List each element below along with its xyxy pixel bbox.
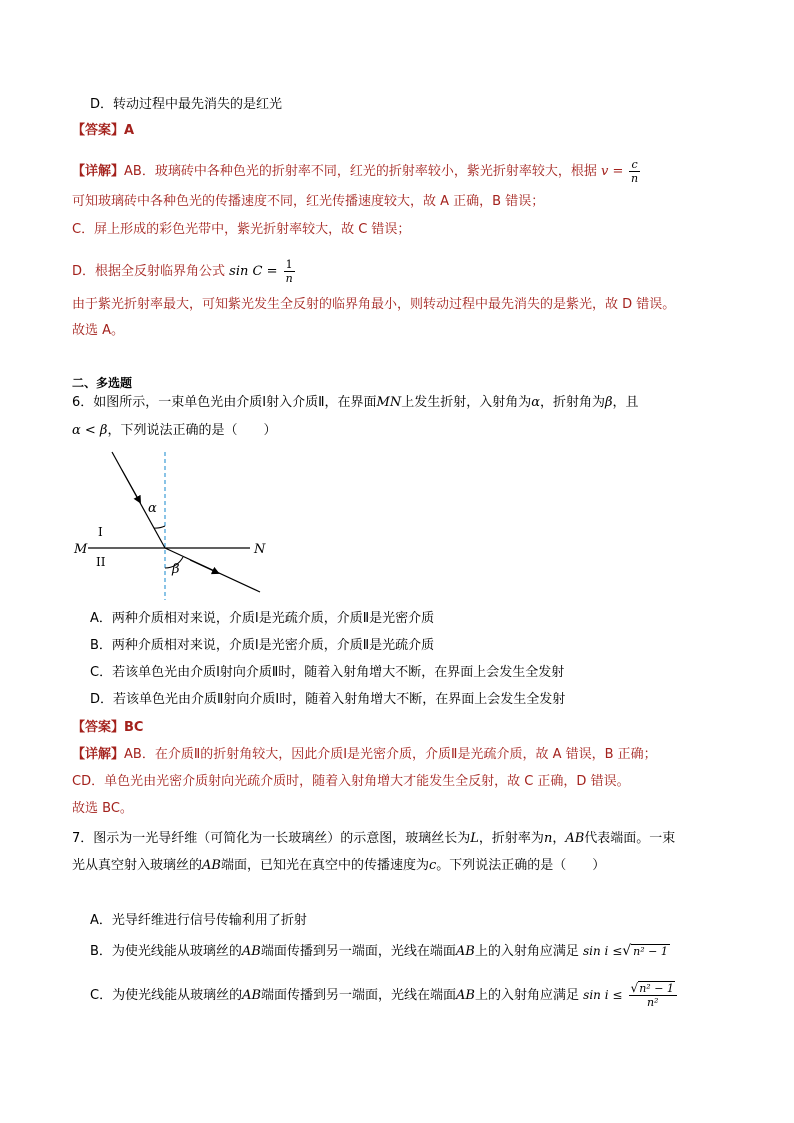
formula-denominator: n²: [646, 996, 659, 1009]
refraction-diagram: [60, 440, 280, 610]
q5-option-d: D．转动过程中最先消失的是红光: [90, 97, 283, 112]
detail-label: 【详解】: [72, 164, 125, 179]
q7-stem-line1: [72, 830, 675, 848]
formula-v-fraction: [629, 158, 639, 185]
q6-option-c: C．若该单色光由介质Ⅰ射向介质Ⅱ时，随着入射角增大不断，在界面上会发生全发射: [90, 665, 565, 680]
detail-text: AB．玻璃砖中各种色光的折射率不同，红光的折射率较小，紫光折射率较大，根据: [124, 164, 597, 179]
label-medium-1: I: [98, 525, 103, 539]
q6-stem-alpha: α: [531, 395, 540, 410]
q6-option-d: D．若该单色光由介质Ⅱ射向介质Ⅰ时，随着入射角增大不断，在界面上会发生全发射: [90, 692, 566, 707]
answer-label: 【答案】: [72, 720, 125, 735]
q7-stem-text: ，: [552, 831, 566, 846]
q5-answer: [72, 122, 134, 140]
q6-detail-1: [72, 746, 657, 764]
q7-stem-text: ，折射率为: [478, 831, 544, 846]
q5-detail-ab-2: 可知玻璃砖中各种色光的传播速度不同，红光传播速度较大，故 A 正确，B 错误；: [72, 194, 545, 209]
formula-v-denominator: n: [631, 172, 639, 185]
label-medium-2: II: [96, 555, 106, 569]
q7-option-c: [90, 982, 679, 1009]
q6-option-a: A．两种介质相对来说，介质Ⅰ是光疏介质，介质Ⅱ是光密介质: [90, 611, 435, 626]
formula-sinc-denominator: n: [285, 272, 293, 285]
q5-detail-c: C．屏上形成的彩色光带中，紫光折射率较大，故 C 错误；: [72, 222, 411, 237]
q7-stem-line2: [72, 857, 605, 875]
q6-answer: [72, 719, 143, 737]
radical-sign: √: [630, 981, 639, 995]
q5-detail-ab: [72, 158, 642, 185]
q6-stem-text: ，下列说法正确的是（ ）: [107, 423, 277, 438]
radical-sign: √: [622, 943, 632, 959]
formula-v-numerator: c: [631, 158, 638, 171]
q6-stem-text: 6．如图所示，一束单色光由介质Ⅰ射入介质Ⅱ，在界面: [72, 395, 377, 410]
detail-label: 【详解】: [72, 747, 125, 762]
formula-sinc-fraction: [284, 258, 295, 285]
incident-arrow: [122, 470, 140, 502]
q6-stem-mn: MN: [376, 395, 402, 410]
label-beta: β: [172, 562, 180, 577]
q7-stem-l: L: [470, 831, 479, 846]
option-ab: AB: [241, 944, 261, 959]
q6-stem-text: 上发生折射，入射角为: [401, 395, 532, 410]
q7-option-a: A．光导纤维进行信号传输利用了折射: [90, 913, 307, 928]
q5-detail-d: [72, 258, 297, 285]
q6-conclusion: 故选 BC。: [72, 801, 133, 816]
q6-option-b: B．两种介质相对来说，介质Ⅰ是光密介质，介质Ⅱ是光疏介质: [90, 638, 435, 653]
q7-stem-text: 端面，已知光在真空中的传播速度为: [220, 858, 429, 873]
formula-radicand: n² − 1: [639, 982, 674, 995]
detail-text: AB．在介质Ⅱ的折射角较大，因此介质Ⅰ是光密介质，介质Ⅱ是光疏介质，故 A 错误，B 正确；: [124, 747, 657, 762]
q6-stem-beta: β: [605, 395, 613, 410]
refracted-arrow: [190, 560, 218, 573]
q7-stem-text: 代表端面。一束: [584, 831, 676, 846]
formula-fraction: [629, 982, 677, 1009]
q6-stem-line1: [72, 394, 639, 412]
q6-stem-text: ，折射角为: [540, 395, 606, 410]
label-n: N: [254, 542, 266, 557]
alpha-arc: [154, 526, 165, 528]
option-text: 端面传播到另一端面，光线在端面: [260, 944, 456, 959]
option-ab: AB: [456, 988, 475, 1003]
q6-stem-text: ，且: [612, 395, 639, 410]
option-ab: AB: [242, 988, 262, 1003]
q6-detail-2: CD．单色光由光密介质射向光疏介质时，随着入射角增大才能发生全反射，故 C 正确，D 错误。: [72, 774, 630, 789]
q7-stem-text: 光从真空射入玻璃丝的: [72, 858, 203, 873]
option-text: 上的入射角应满足: [474, 944, 579, 959]
option-text: B．为使光线能从玻璃丝的: [90, 944, 242, 959]
formula-sini-left: sin i ≤: [583, 944, 623, 958]
q7-stem-ab: AB: [202, 858, 221, 873]
answer-value: BC: [124, 720, 144, 735]
formula-sinc-numerator: 1: [285, 258, 293, 271]
section-title: 二、多选题: [72, 376, 133, 390]
q5-conclusion: 故选 A。: [72, 323, 125, 338]
q7-stem-c: c: [428, 858, 437, 873]
answer-label: 【答案】: [72, 123, 125, 138]
formula-v-left: v =: [600, 164, 624, 179]
option-text: C．为使光线能从玻璃丝的: [90, 988, 243, 1003]
q7-stem-text: 7．图示为一光导纤维（可简化为一长玻璃丝）的示意图，玻璃丝长为: [72, 831, 471, 846]
option-ab: AB: [455, 944, 475, 959]
option-text: 上的入射角应满足: [475, 988, 580, 1003]
q7-stem-ab: AB: [565, 831, 585, 846]
option-text: 端面传播到另一端面，光线在端面: [261, 988, 457, 1003]
formula-radicand: n² − 1: [633, 945, 668, 958]
q7-stem-n: n: [543, 831, 553, 846]
formula-sinc-left: sin C =: [229, 264, 278, 279]
formula-sini-left: sin i ≤: [583, 988, 623, 1002]
q6-stem-condition: α < β: [72, 423, 108, 438]
label-m: M: [74, 542, 88, 557]
q7-stem-text: 。下列说法正确的是（ ）: [436, 858, 606, 873]
answer-value: A: [124, 123, 135, 138]
q7-option-b: [90, 942, 670, 961]
q5-detail-d-2: 由于紫光折射率最大，可知紫光发生全反射的临界角最小，则转动过程中最先消失的是紫光，故 D 错误。: [72, 297, 676, 312]
label-alpha: α: [148, 501, 157, 516]
q6-stem-line2: [72, 422, 276, 440]
detail-d-text: D．根据全反射临界角公式: [72, 264, 226, 279]
formula-numerator: [629, 982, 677, 996]
